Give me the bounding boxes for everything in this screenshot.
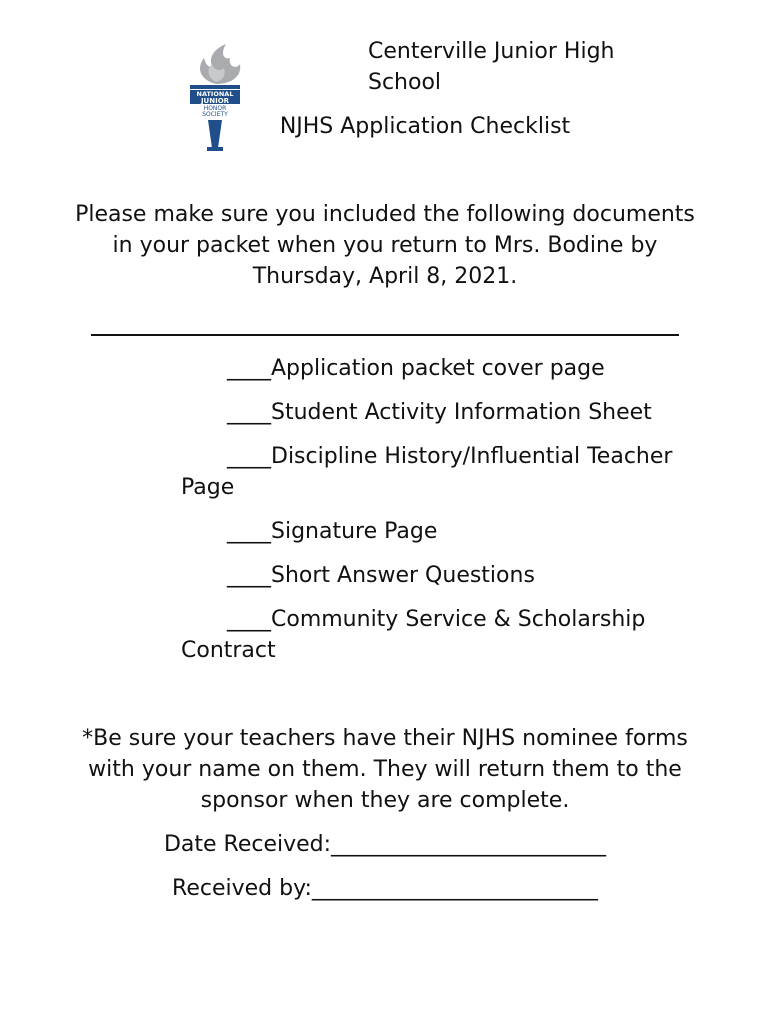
school-name: Centerville Junior High School [368,39,615,95]
divider-line [91,334,679,336]
checklist-item-short-answer: ____Short Answer Questions [227,563,535,588]
checklist-item-community-service: ____Community Service & Scholarship Contract [181,607,646,663]
logo-text-junior: JUNIOR [200,97,230,105]
checklist-item-signature-page: ____Signature Page [227,519,438,544]
teacher-forms-note: *Be sure your teachers have their NJHS nominee forms with your name on them. They will return them to the sponsor when they are complete. [82,726,688,813]
intro-paragraph: Please make sure you included the following documents in your packet when you return to Mrs. Bodine by Thursday, April 8, 2021. [75,202,695,289]
logo-text-society: SOCIETY [202,111,228,118]
torch-band [190,85,240,89]
received-by-field: Received by:__________________________ [172,876,598,901]
checklist-item-discipline-history: ____Discipline History/Influential Teacher Page [181,444,673,500]
checklist-item-cover-page: ____Application packet cover page [227,356,605,381]
torch-base [207,147,223,151]
checklist-item-activity-sheet: ____Student Activity Information Sheet [227,400,652,425]
logo-text-honor: HONOR [203,105,227,112]
date-received-field: Date Received:_________________________ [163,832,607,857]
checklist [181,353,681,679]
page-title: NJHS Application Checklist [279,114,571,139]
logo-text-national: NATIONAL [196,90,234,98]
